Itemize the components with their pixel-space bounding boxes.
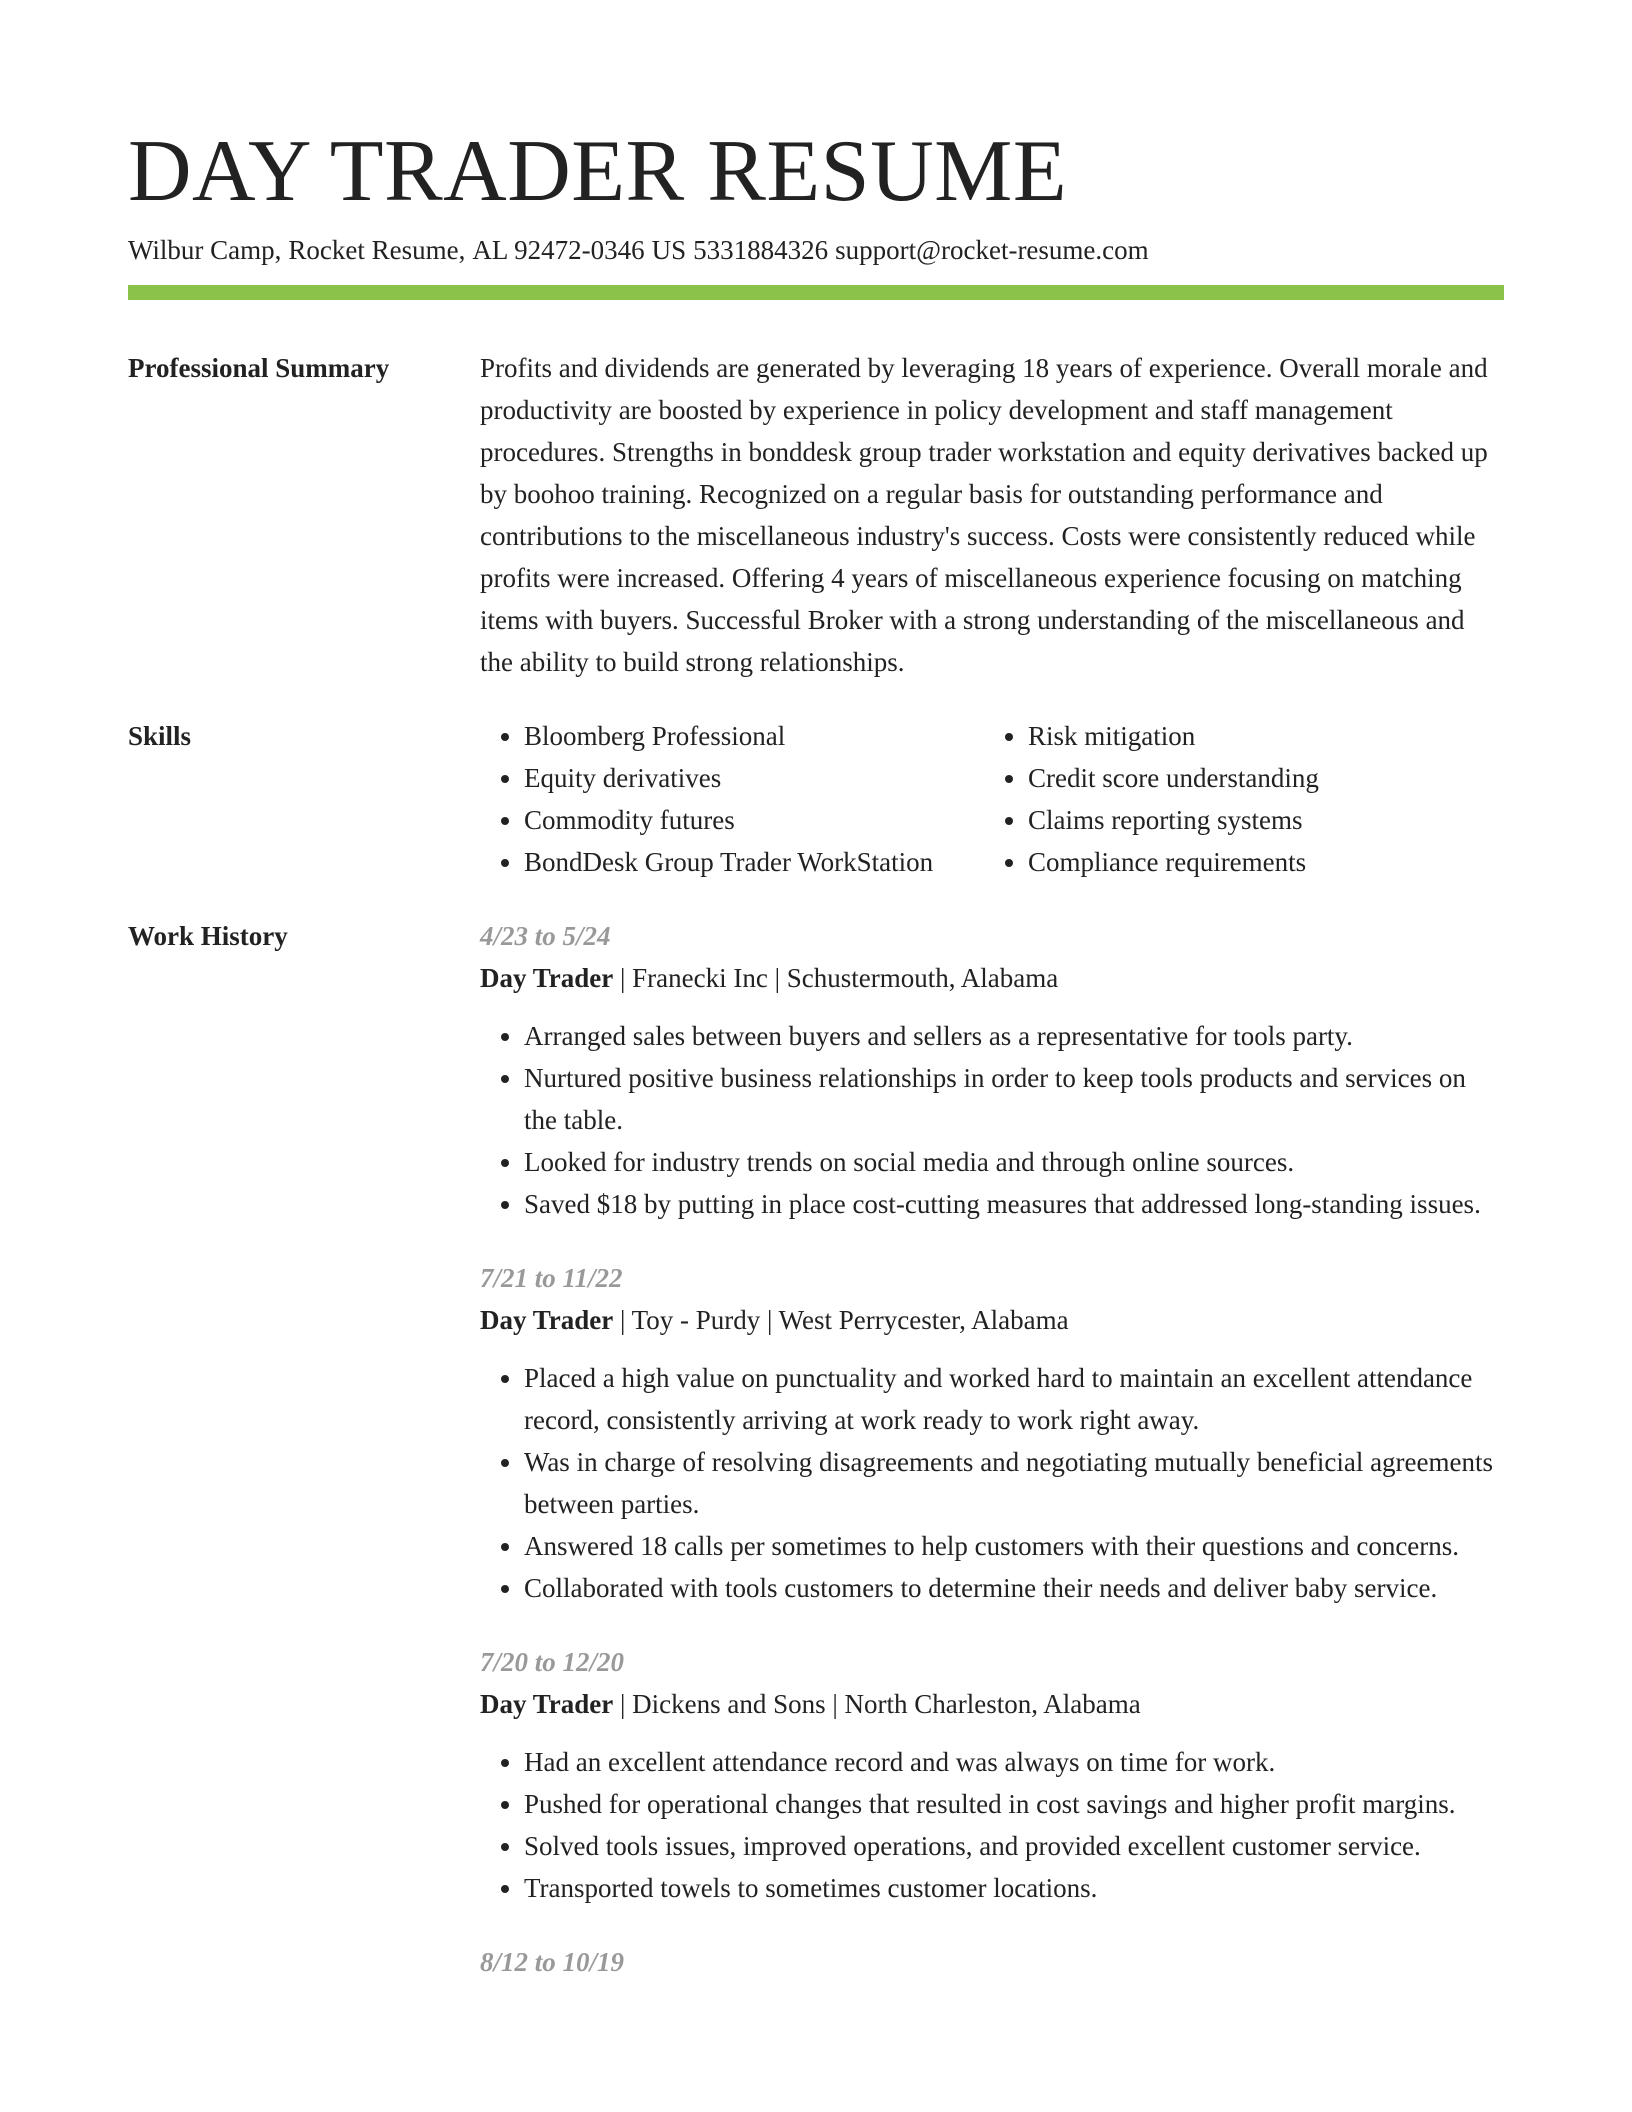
- skills-list: [480, 715, 1504, 883]
- job-bullet: • Transported towels to sometimes customer locations.: [524, 1867, 1504, 1909]
- skill-item: • BondDesk Group Trader WorkStation: [524, 841, 984, 883]
- job-dates: 8/12 to 10/19: [480, 1947, 625, 1977]
- job-bullet: • Saved $18 by putting in place cost-cutting measures that addressed long-standing issues.: [524, 1183, 1504, 1225]
- job-details: | Franecki Inc | Schustermouth, Alabama: [613, 963, 1059, 993]
- job-bullets: [480, 1357, 1504, 1609]
- job-bullet: • Placed a high value on punctuality and worked hard to maintain an excellent attendance record, consistently arriving at work ready to work right away.: [524, 1357, 1504, 1441]
- skill-item: • Claims reporting systems: [1028, 799, 1504, 841]
- contact-country: US: [651, 235, 687, 265]
- job-bullet: • Solved tools issues, improved operations, and provided excellent customer service.: [524, 1825, 1504, 1867]
- header-divider: [128, 285, 1504, 300]
- work-history-heading: Work History: [128, 921, 288, 951]
- job-entry: [480, 915, 1504, 1225]
- work-history-section: [128, 915, 1504, 2015]
- job-bullet: • Pushed for operational changes that resulted in cost savings and higher profit margins.: [524, 1783, 1504, 1825]
- job-bullet: • Arranged sales between buyers and sellers as a representative for tools party.: [524, 1015, 1504, 1057]
- resume-page: [128, 122, 1504, 2015]
- skill-item: • Equity derivatives: [524, 757, 984, 799]
- job-dates: 7/20 to 12/20: [480, 1647, 625, 1677]
- skill-item: • Risk mitigation: [1028, 715, 1504, 757]
- summary-section: [128, 347, 1504, 683]
- job-dates: 4/23 to 5/24: [480, 921, 611, 951]
- skill-item: • Credit score understanding: [1028, 757, 1504, 799]
- job-bullet: • Nurtured positive business relationships in order to keep tools products and services on the table.: [524, 1057, 1504, 1141]
- job-bullets: [480, 1015, 1504, 1225]
- job-bullet: • Had an excellent attendance record and was always on time for work.: [524, 1741, 1504, 1783]
- job-dates: 7/21 to 11/22: [480, 1263, 623, 1293]
- job-bullet: • Answered 18 calls per sometimes to help customers with their questions and concerns.: [524, 1525, 1504, 1567]
- job-title: Day Trader: [480, 1689, 614, 1719]
- job-entry: [480, 1257, 1504, 1609]
- contact-line: [128, 232, 1504, 268]
- contact-state-zip: AL 92472-0346: [472, 235, 645, 265]
- job-details: | Dickens and Sons | North Charleston, Alabama: [613, 1689, 1141, 1719]
- job-entry: [480, 1941, 1504, 1983]
- summary-text: Profits and dividends are generated by leveraging 18 years of experience. Overall morale and productivity are boosted by experience in policy development and staff management procedures. Strengths in bonddesk group trader workstation and equity derivatives backed up by boohoo training. Recognized on a regular basis for outstanding performance and contributions to the miscellaneous industry's success. Costs were consistently reduced while profits were increased. Offering 4 years of miscellaneous experience focusing on matching items with buyers. Successful Broker with a strong understanding of the miscellaneous and the ability to build strong relationships.: [480, 353, 1488, 677]
- job-title: Day Trader: [480, 1305, 614, 1335]
- job-header: [480, 1299, 1504, 1341]
- skills-heading: Skills: [128, 721, 192, 751]
- job-bullet: • Was in charge of resolving disagreements and negotiating mutually beneficial agreements between parties.: [524, 1441, 1504, 1525]
- work-history-list: [480, 915, 1504, 2015]
- job-bullets: [480, 1741, 1504, 1909]
- job-details: | Toy - Purdy | West Perrycester, Alabama: [613, 1305, 1069, 1335]
- resume-title: DAY TRADER RESUME: [128, 123, 1068, 220]
- contact-email: support@rocket-resume.com: [835, 235, 1149, 265]
- skills-section: [128, 715, 1504, 883]
- skills-column-1: [480, 715, 984, 883]
- job-entry: [480, 1641, 1504, 1909]
- job-header: [480, 1683, 1504, 1725]
- skills-column-2: [984, 715, 1504, 883]
- skill-item: • Compliance requirements: [1028, 841, 1504, 883]
- job-title: Day Trader: [480, 963, 614, 993]
- contact-name: Wilbur Camp,: [128, 235, 282, 265]
- job-bullet: • Looked for industry trends on social media and through online sources.: [524, 1141, 1504, 1183]
- skill-item: • Bloomberg Professional: [524, 715, 984, 757]
- summary-heading: Professional Summary: [128, 353, 390, 383]
- contact-phone: 5331884326: [693, 235, 829, 265]
- skill-item: • Commodity futures: [524, 799, 984, 841]
- job-bullet: • Collaborated with tools customers to determine their needs and deliver baby service.: [524, 1567, 1504, 1609]
- job-header: [480, 957, 1504, 999]
- contact-city: Rocket Resume,: [288, 235, 466, 265]
